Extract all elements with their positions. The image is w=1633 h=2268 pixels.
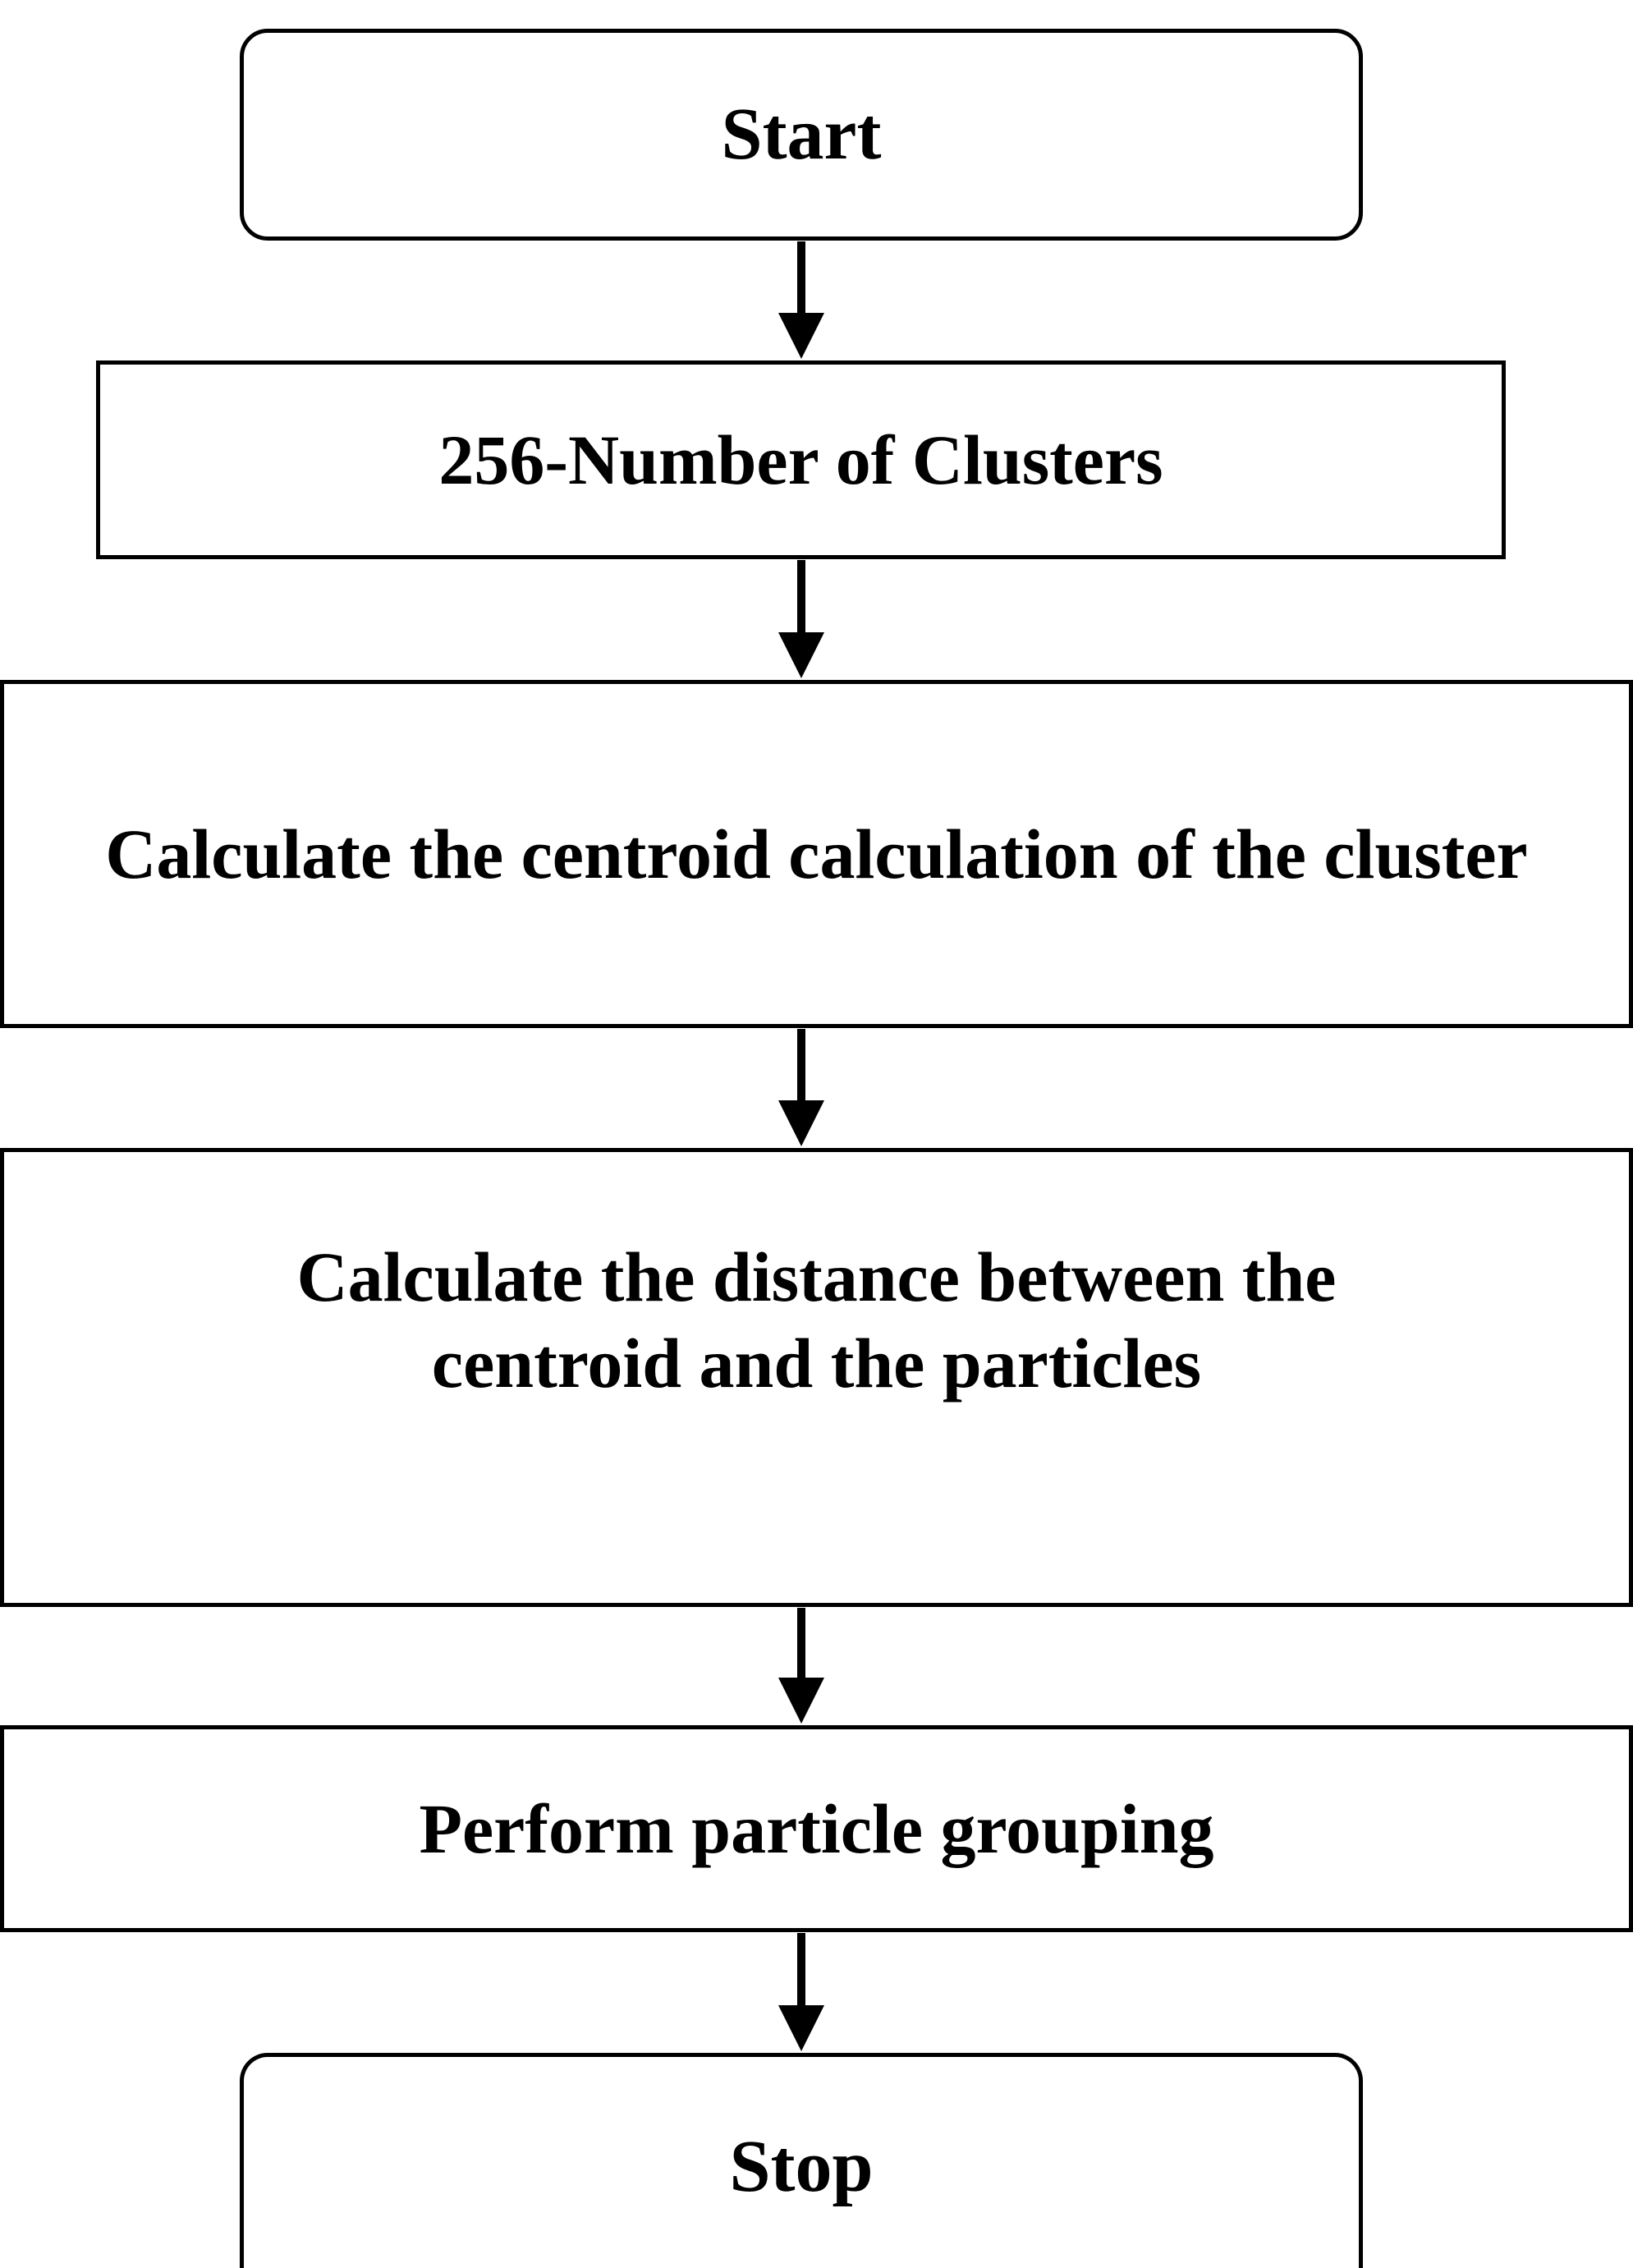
arrow-head — [778, 313, 824, 359]
centroid-calculation-label: Calculate the centroid calculation of the cluster — [105, 814, 1528, 893]
arrow-head — [778, 1100, 824, 1146]
arrow-start-to-clusters — [778, 241, 824, 359]
distance-calculation-label: Calculate the distance between the centroid and the particles — [296, 1237, 1337, 1403]
arrow-centroid-to-distance — [778, 1029, 824, 1146]
arrow-head — [778, 1678, 824, 1724]
arrow-head — [778, 632, 824, 678]
number-of-clusters-label: 256-Number of Clusters — [438, 420, 1163, 499]
start-label: Start — [721, 94, 882, 176]
stop-label: Stop — [729, 2125, 874, 2207]
arrow-distance-to-grouping — [778, 1608, 824, 1724]
arrow-head — [778, 2005, 824, 2051]
arrow-clusters-to-centroid — [778, 560, 824, 678]
arrow-grouping-to-stop — [778, 1933, 824, 2051]
particle-grouping-label: Perform particle grouping — [419, 1788, 1214, 1868]
